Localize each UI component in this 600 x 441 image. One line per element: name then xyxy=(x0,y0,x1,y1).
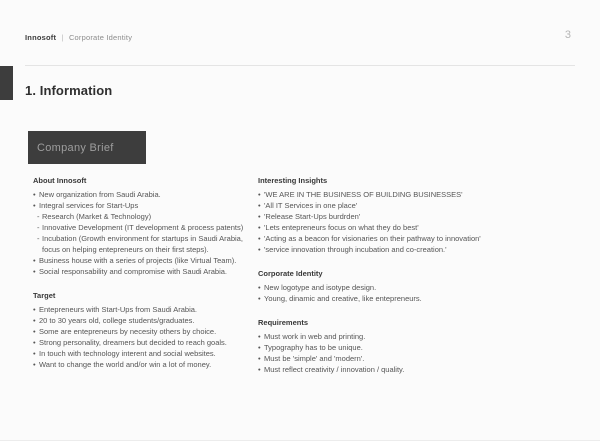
list-item xyxy=(33,222,258,233)
list-item xyxy=(33,348,258,359)
list-item xyxy=(33,304,258,315)
section-requirements xyxy=(258,317,498,375)
bullet-glyph: • xyxy=(258,354,261,363)
list-item xyxy=(33,200,258,211)
bullet-glyph: • xyxy=(33,256,36,265)
list-item xyxy=(33,211,258,222)
bullet-glyph: - xyxy=(37,212,40,221)
item-text: Must be 'simple' and 'modern'. xyxy=(264,354,365,363)
item-text: 'service innovation through incubation and co-creation.' xyxy=(264,245,447,254)
bullet-glyph: • xyxy=(33,305,36,314)
bullet-glyph: - xyxy=(37,234,40,243)
company-brief-label: Company Brief xyxy=(37,141,114,154)
item-text: 'All IT Services in one place' xyxy=(264,201,358,210)
bullet-glyph: • xyxy=(33,316,36,325)
section-heading: Target xyxy=(33,291,56,300)
brand-name: Innosoft xyxy=(25,33,57,42)
bullet-glyph: • xyxy=(258,212,261,221)
item-text: Innovative Development (IT development & process patents) xyxy=(42,223,244,232)
bullet-glyph: • xyxy=(33,327,36,336)
bullet-glyph: • xyxy=(258,234,261,243)
item-text: Must work in web and printing. xyxy=(264,332,366,341)
list-item xyxy=(33,359,258,370)
item-text: Entepreneurs with Start-Ups from Saudi Arabia. xyxy=(39,305,197,314)
list-item xyxy=(258,364,498,375)
list-item xyxy=(258,211,498,222)
bullet-glyph: • xyxy=(258,190,261,199)
bullet-glyph: • xyxy=(33,190,36,199)
item-text: Integral services for Start-Ups xyxy=(39,201,139,210)
item-text: 'Release Start-Ups burdrden' xyxy=(264,212,361,221)
list-item xyxy=(33,315,258,326)
header-subtitle: Corporate Identity xyxy=(68,33,133,42)
item-text: 'WE ARE IN THE BUSINESS OF BUILDING BUSINESSES' xyxy=(264,190,463,199)
list-item xyxy=(258,353,498,364)
bullet-glyph: • xyxy=(258,294,261,303)
page-title: 1. Information xyxy=(25,83,113,98)
item-text: Must reflect creativity / innovation / quality. xyxy=(264,365,405,374)
list-item xyxy=(258,189,498,200)
bullet-glyph: • xyxy=(33,338,36,347)
item-text: New organization from Saudi Arabia. xyxy=(39,190,161,199)
left-column xyxy=(33,175,258,370)
item-text: Some are entepreneurs by necesity others by choice. xyxy=(39,327,217,336)
item-text: Business house with a series of projects (like Virtual Team). xyxy=(39,256,237,265)
bullet-glyph: • xyxy=(258,201,261,210)
list-item xyxy=(258,282,498,293)
item-text: New logotype and isotype design. xyxy=(264,283,377,292)
list-item xyxy=(258,342,498,353)
section-corporate-identity xyxy=(258,268,498,304)
list-item xyxy=(33,326,258,337)
bullet-glyph: • xyxy=(33,349,36,358)
header-rule xyxy=(25,65,575,66)
section-about-innosoft xyxy=(33,175,258,277)
item-text: Young, dinamic and creative, like entepreneurs. xyxy=(264,294,422,303)
item-text: 'Acting as a beacon for visionaries on their pathway to innovation' xyxy=(264,234,481,243)
bullet-glyph: • xyxy=(258,245,261,254)
list-item xyxy=(33,233,258,244)
section-heading: Requirements xyxy=(258,318,309,327)
bullet-glyph: • xyxy=(258,283,261,292)
bullet-glyph: • xyxy=(33,201,36,210)
item-text: Incubation (Growth environment for startups in Saudi Arabia, xyxy=(42,234,243,243)
section-interesting-insights xyxy=(258,175,498,255)
list-item xyxy=(33,337,258,348)
section-heading: About Innosoft xyxy=(33,176,87,185)
bullet-glyph: • xyxy=(258,365,261,374)
list-item xyxy=(258,200,498,211)
list-item xyxy=(33,244,258,255)
item-text: 20 to 30 years old, college students/graduates. xyxy=(39,316,195,325)
item-text: Typography has to be unique. xyxy=(264,343,363,352)
bullet-glyph: • xyxy=(258,343,261,352)
item-text: 'Lets entepreneurs focus on what they do best' xyxy=(264,223,419,232)
section-heading: Corporate Identity xyxy=(258,269,323,278)
item-text: Research (Market & Technology) xyxy=(42,212,152,221)
page-number: 3 xyxy=(564,29,571,41)
list-item xyxy=(258,331,498,342)
item-text: In touch with technology interent and social websites. xyxy=(39,349,216,358)
section-marker-tab xyxy=(0,66,13,100)
bullet-glyph: - xyxy=(37,223,40,232)
right-column xyxy=(258,175,498,375)
bullet-glyph: • xyxy=(258,223,261,232)
section-target xyxy=(33,290,258,370)
bullet-glyph: • xyxy=(33,267,36,276)
list-item xyxy=(258,222,498,233)
item-text: Social responsability and compromise with Saudi Arabia. xyxy=(39,267,228,276)
list-item xyxy=(258,293,498,304)
list-item xyxy=(33,255,258,266)
list-item xyxy=(33,266,258,277)
list-item xyxy=(33,189,258,200)
list-item xyxy=(258,244,498,255)
bullet-glyph: • xyxy=(258,332,261,341)
item-text: Want to change the world and/or win a lot of money. xyxy=(39,360,212,369)
item-text: Strong personality, dreamers but decided to reach goals. xyxy=(39,338,227,347)
page-header xyxy=(25,33,132,42)
section-heading: Interesting Insights xyxy=(258,176,328,185)
list-item xyxy=(258,233,498,244)
header-separator: | xyxy=(61,33,64,42)
item-text: focus on helping entepreneurs on their first steps). xyxy=(42,245,209,254)
bullet-glyph: • xyxy=(33,360,36,369)
company-brief-box xyxy=(28,131,146,164)
